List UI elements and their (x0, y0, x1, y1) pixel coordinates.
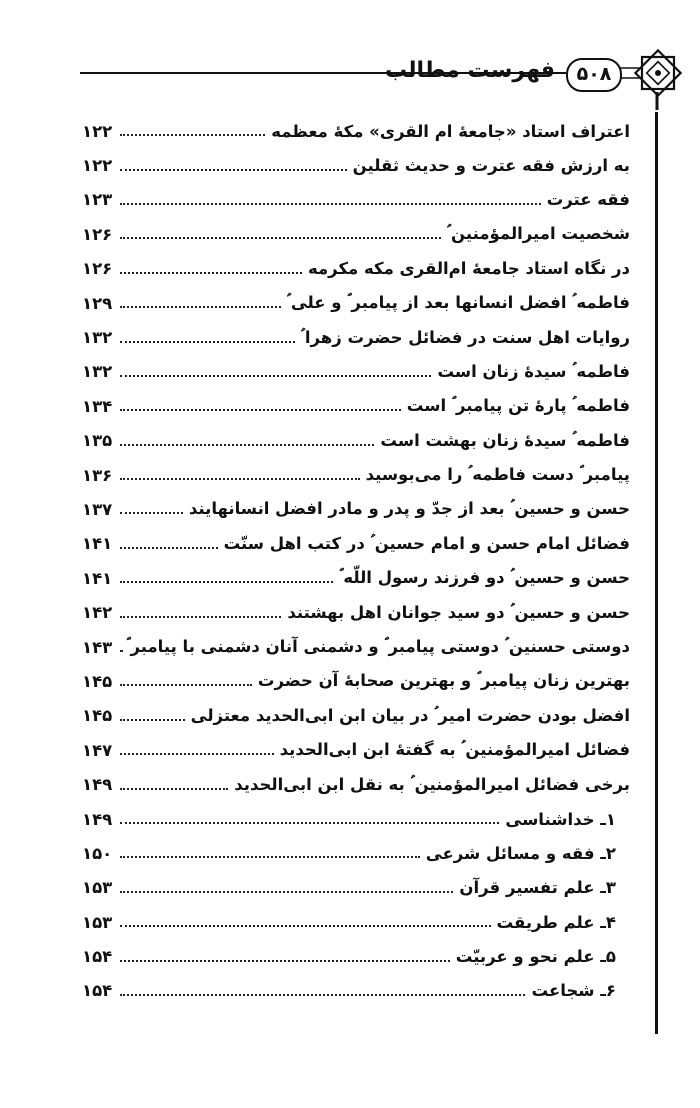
toc-entry-title: فاطمه ؑ پارهٔ تن پیامبر ؐ است (406, 396, 630, 416)
page-title: فهرست مطالب (384, 58, 555, 83)
toc-leader-dots (120, 341, 295, 343)
toc-leader-dots (120, 788, 228, 790)
toc-entry[interactable] (82, 802, 630, 836)
toc-entry[interactable] (82, 974, 630, 1008)
toc-leader-dots (120, 925, 491, 927)
toc-entry[interactable] (82, 114, 630, 148)
toc-entry[interactable] (82, 148, 630, 182)
toc-entry-title: فقه عترت (546, 190, 630, 210)
toc-entry-page: ۱۳۶ (82, 465, 113, 485)
toc-entry[interactable] (82, 389, 630, 423)
toc-entry-page: ۱۲۹ (82, 293, 113, 313)
toc-leader-dots (120, 306, 281, 308)
toc-leader-dots (120, 478, 360, 480)
toc-entry-page: ۱۳۷ (82, 499, 113, 519)
toc-leader-dots (120, 684, 252, 686)
toc-entry[interactable] (82, 424, 630, 458)
toc-leader-dots (120, 856, 420, 858)
toc-entry-title: پیامبر ؐ دست فاطمه ؑ را می‌بوسید (365, 465, 630, 485)
toc-entry-page: ۱۴۱ (82, 568, 113, 588)
toc-leader-dots (120, 891, 453, 893)
toc-entry-title: اعتراف استاد «جامعهٔ ام القری» مکهٔ معظمه (271, 121, 630, 141)
toc-entry-page: ۱۴۹ (82, 809, 113, 829)
toc-entry-page: ۱۴۱ (82, 534, 113, 554)
toc-entry-title: دوستی حسنین ؑ دوستی پیامبر ؐ و دشمنی آنان دشمنی با پیامبر ؐ (126, 637, 630, 657)
toc-leader-dots (120, 169, 347, 171)
toc-leader-dots (120, 512, 183, 514)
toc-leader-dots (120, 616, 281, 618)
toc-leader-dots (120, 547, 218, 549)
toc-leader-dots (120, 134, 265, 136)
toc-leader-dots (120, 753, 274, 755)
toc-entry[interactable] (82, 527, 630, 561)
toc-leader-dots (120, 994, 525, 996)
toc-entry-page: ۱۴۳ (82, 637, 113, 657)
page-number: ۵۰۸ (566, 58, 622, 92)
toc-entry[interactable] (82, 630, 630, 664)
toc-entry-page: ۱۴۲ (82, 603, 113, 623)
table-of-contents (82, 114, 630, 1008)
toc-entry[interactable] (82, 458, 630, 492)
toc-leader-dots (120, 375, 431, 377)
toc-entry[interactable] (82, 492, 630, 526)
toc-entry[interactable] (82, 699, 630, 733)
octagram-star-icon (635, 50, 680, 95)
toc-entry[interactable] (82, 561, 630, 595)
toc-entry-title: حسن و حسین ؑ دو فرزند رسول اللّه ؐ (339, 568, 630, 588)
toc-entry[interactable] (82, 252, 630, 286)
toc-leader-dots (120, 822, 499, 824)
toc-entry-page: ۱۳۴ (82, 396, 113, 416)
toc-entry-page: ۱۴۷ (82, 740, 113, 760)
header-ornament (0, 0, 700, 110)
margin-rule (655, 112, 658, 1034)
toc-entry-title: روایات اهل سنت در فضائل حضرت زهرا ؑ (300, 327, 630, 347)
toc-entry-page: ۱۵۳ (82, 878, 113, 898)
toc-entry-page: ۱۳۲ (82, 362, 113, 382)
toc-entry-title: ۶ـ شجاعت (531, 981, 616, 1001)
toc-entry-title: بهترین زنان پیامبر ؐ و بهترین صحابهٔ آن حضرت (257, 671, 630, 691)
toc-entry-page: ۱۲۶ (82, 259, 113, 279)
toc-entry-title: افضل بودن حضرت امیر ؑ در بیان ابن ابی‌الحدید معتزلی (190, 705, 630, 725)
toc-leader-dots (120, 272, 302, 274)
toc-entry-title: فضائل امیرالمؤمنین ؑ به گفتهٔ ابن ابی‌الحدید (279, 740, 630, 760)
toc-entry[interactable] (82, 664, 630, 698)
toc-leader-dots (120, 444, 374, 446)
toc-leader-dots (120, 960, 450, 962)
page-header (0, 0, 700, 110)
toc-entry-title: در نگاه استاد جامعهٔ ام‌القری مکه مکرمه (307, 259, 630, 279)
toc-entry-title: فضائل امام حسن و امام حسین ؑ در کتب اهل سنّت (223, 533, 630, 553)
toc-entry-title: برخی فضائل امیرالمؤمنین ؑ به نقل ابن ابی‌الحدید (234, 774, 630, 794)
toc-leader-dots (120, 409, 401, 411)
toc-entry-page: ۱۴۵ (82, 671, 113, 691)
toc-entry-title: ۵ـ علم نحو و عربیّت (455, 947, 616, 967)
toc-leader-dots (120, 203, 541, 205)
toc-entry[interactable] (82, 183, 630, 217)
toc-entry[interactable] (82, 733, 630, 767)
toc-entry-page: ۱۴۵ (82, 706, 113, 726)
toc-entry-page: ۱۲۶ (82, 224, 113, 244)
toc-entry-title: حسن و حسین ؑ دو سید جوانان اهل بهشتند (287, 602, 630, 622)
toc-leader-dots (120, 237, 441, 239)
toc-entry-title: فاطمه ؑ سیدهٔ زنان است (437, 361, 630, 381)
toc-leader-dots (120, 719, 185, 721)
toc-entry-title: ۲ـ فقه و مسائل شرعی (425, 843, 616, 863)
toc-entry-page: ۱۵۴ (82, 981, 113, 1001)
toc-entry-title: ۱ـ خداشناسی (505, 809, 616, 829)
toc-entry-title: به ارزش فقه عترت و حدیث ثقلین (352, 156, 630, 176)
toc-entry-title: حسن و حسین ؑ بعد از جدّ و پدر و مادر افضل انسانهایند (188, 499, 630, 519)
toc-leader-dots (120, 581, 333, 583)
toc-entry-page: ۱۲۳ (82, 190, 113, 210)
toc-entry-page: ۱۲۲ (82, 156, 113, 176)
toc-entry[interactable] (82, 939, 630, 973)
toc-entry-page: ۱۴۹ (82, 775, 113, 795)
toc-entry[interactable] (82, 871, 630, 905)
toc-entry-page: ۱۳۲ (82, 328, 113, 348)
toc-entry-title: فاطمه ؑ سیدهٔ زنان بهشت است (380, 430, 630, 450)
toc-entry[interactable] (82, 595, 630, 629)
toc-entry-title: ۴ـ علم طریقت (496, 912, 616, 932)
toc-entry-page: ۱۲۲ (82, 121, 113, 141)
toc-entry[interactable] (82, 905, 630, 939)
toc-entry-title: فاطمه ؑ افضل انسانها بعد از پیامبر ؐ و علی ؑ (286, 293, 630, 313)
toc-entry-page: ۱۵۴ (82, 947, 113, 967)
toc-entry-page: ۱۵۳ (82, 912, 113, 932)
toc-entry-title: شخصیت امیرالمؤمنین ؑ (446, 224, 630, 244)
toc-entry[interactable] (82, 217, 630, 251)
toc-entry-page: ۱۵۰ (82, 843, 113, 863)
toc-entry[interactable] (82, 836, 630, 870)
toc-entry[interactable] (82, 355, 630, 389)
toc-entry-title: ۳ـ علم تفسیر قرآن (459, 878, 616, 898)
toc-entry[interactable] (82, 320, 630, 354)
toc-entry-page: ۱۳۵ (82, 431, 113, 451)
toc-entry[interactable] (82, 286, 630, 320)
toc-entry[interactable] (82, 767, 630, 801)
